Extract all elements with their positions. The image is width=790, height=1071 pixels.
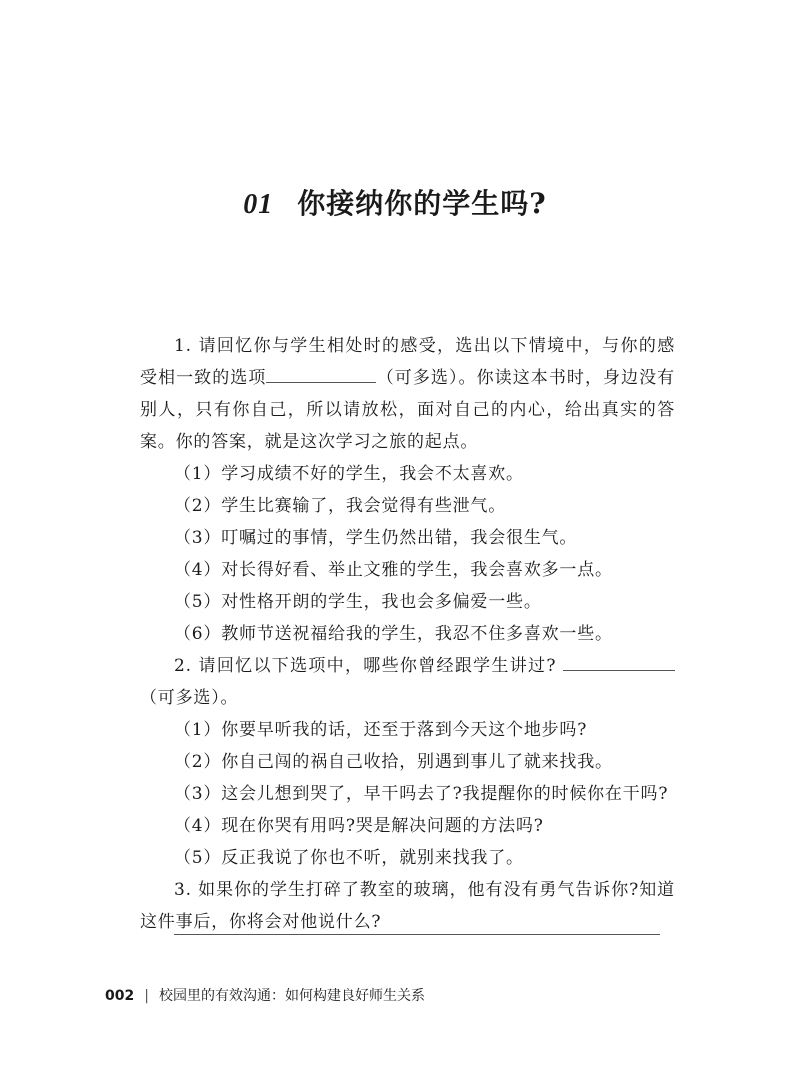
page-footer <box>105 985 425 1005</box>
question-2-option-3: （3）这会儿想到哭了，早干吗去了?我提醒你的时候你在干吗? <box>174 784 669 804</box>
question-1-option-5: （5）对性格开朗的学生，我也会多偏爱一些。 <box>174 592 542 612</box>
footer-separator: | <box>144 988 149 1004</box>
question-2-text-after: （可多选）。 <box>140 688 239 708</box>
question-1-option-2: （2）学生比赛输了，我会觉得有些泄气。 <box>174 496 507 516</box>
question-1-answer-blank[interactable] <box>266 364 376 383</box>
question-2 <box>140 650 675 714</box>
question-3-answer-line[interactable] <box>174 934 660 935</box>
question-1-option-4: （4）对长得好看、举止文雅的学生，我会喜欢多一点。 <box>174 560 613 580</box>
chapter-title: 你接纳你的学生吗? <box>297 187 547 220</box>
question-1-text-before: 1. 请回忆你与学生相处时的感受，选出以下情境中，与你的感受相一致的选项 <box>140 336 675 388</box>
question-1 <box>140 330 675 458</box>
question-1-option-3: （3）叮嘱过的事情，学生仍然出错，我会很生气。 <box>174 528 578 548</box>
question-1-option-6: （6）教师节送祝福给我的学生，我忍不住多喜欢一些。 <box>174 624 613 644</box>
question-2-option-4: （4）现在你哭有用吗?哭是解决问题的方法吗? <box>174 816 544 836</box>
chapter-number: 01 <box>243 189 274 220</box>
question-1-option-1: （1）学习成绩不好的学生，我会不太喜欢。 <box>174 464 524 484</box>
page-number: 002 <box>105 988 135 1004</box>
question-2-option-1: （1）你要早听我的话，还至于落到今天这个地步吗? <box>174 720 588 740</box>
book-title: 校园里的有效沟通：如何构建良好师生关系 <box>158 988 425 1004</box>
question-2-answer-blank[interactable] <box>563 652 675 671</box>
question-1-text-after: （可多选）。你读这本书时，身边没有别人，只有你自己，所以请放松，面对自己的内心，给出真实的答案。你的答案，就是这次学习之旅的起点。 <box>140 368 675 452</box>
question-2-text-before: 2. 请回忆以下选项中，哪些你曾经跟学生讲过? <box>174 656 557 676</box>
question-2-option-2: （2）你自己闯的祸自己收拾，别遇到事儿了就来找我。 <box>174 752 613 772</box>
question-2-option-5: （5）反正我说了你也不听，就别来找我了。 <box>174 848 524 868</box>
questionnaire <box>140 330 675 938</box>
question-3: 3. 如果你的学生打碎了教室的玻璃，他有没有勇气告诉你?知道这件事后，你将会对他说什么? <box>140 880 675 932</box>
chapter-heading <box>0 182 790 222</box>
